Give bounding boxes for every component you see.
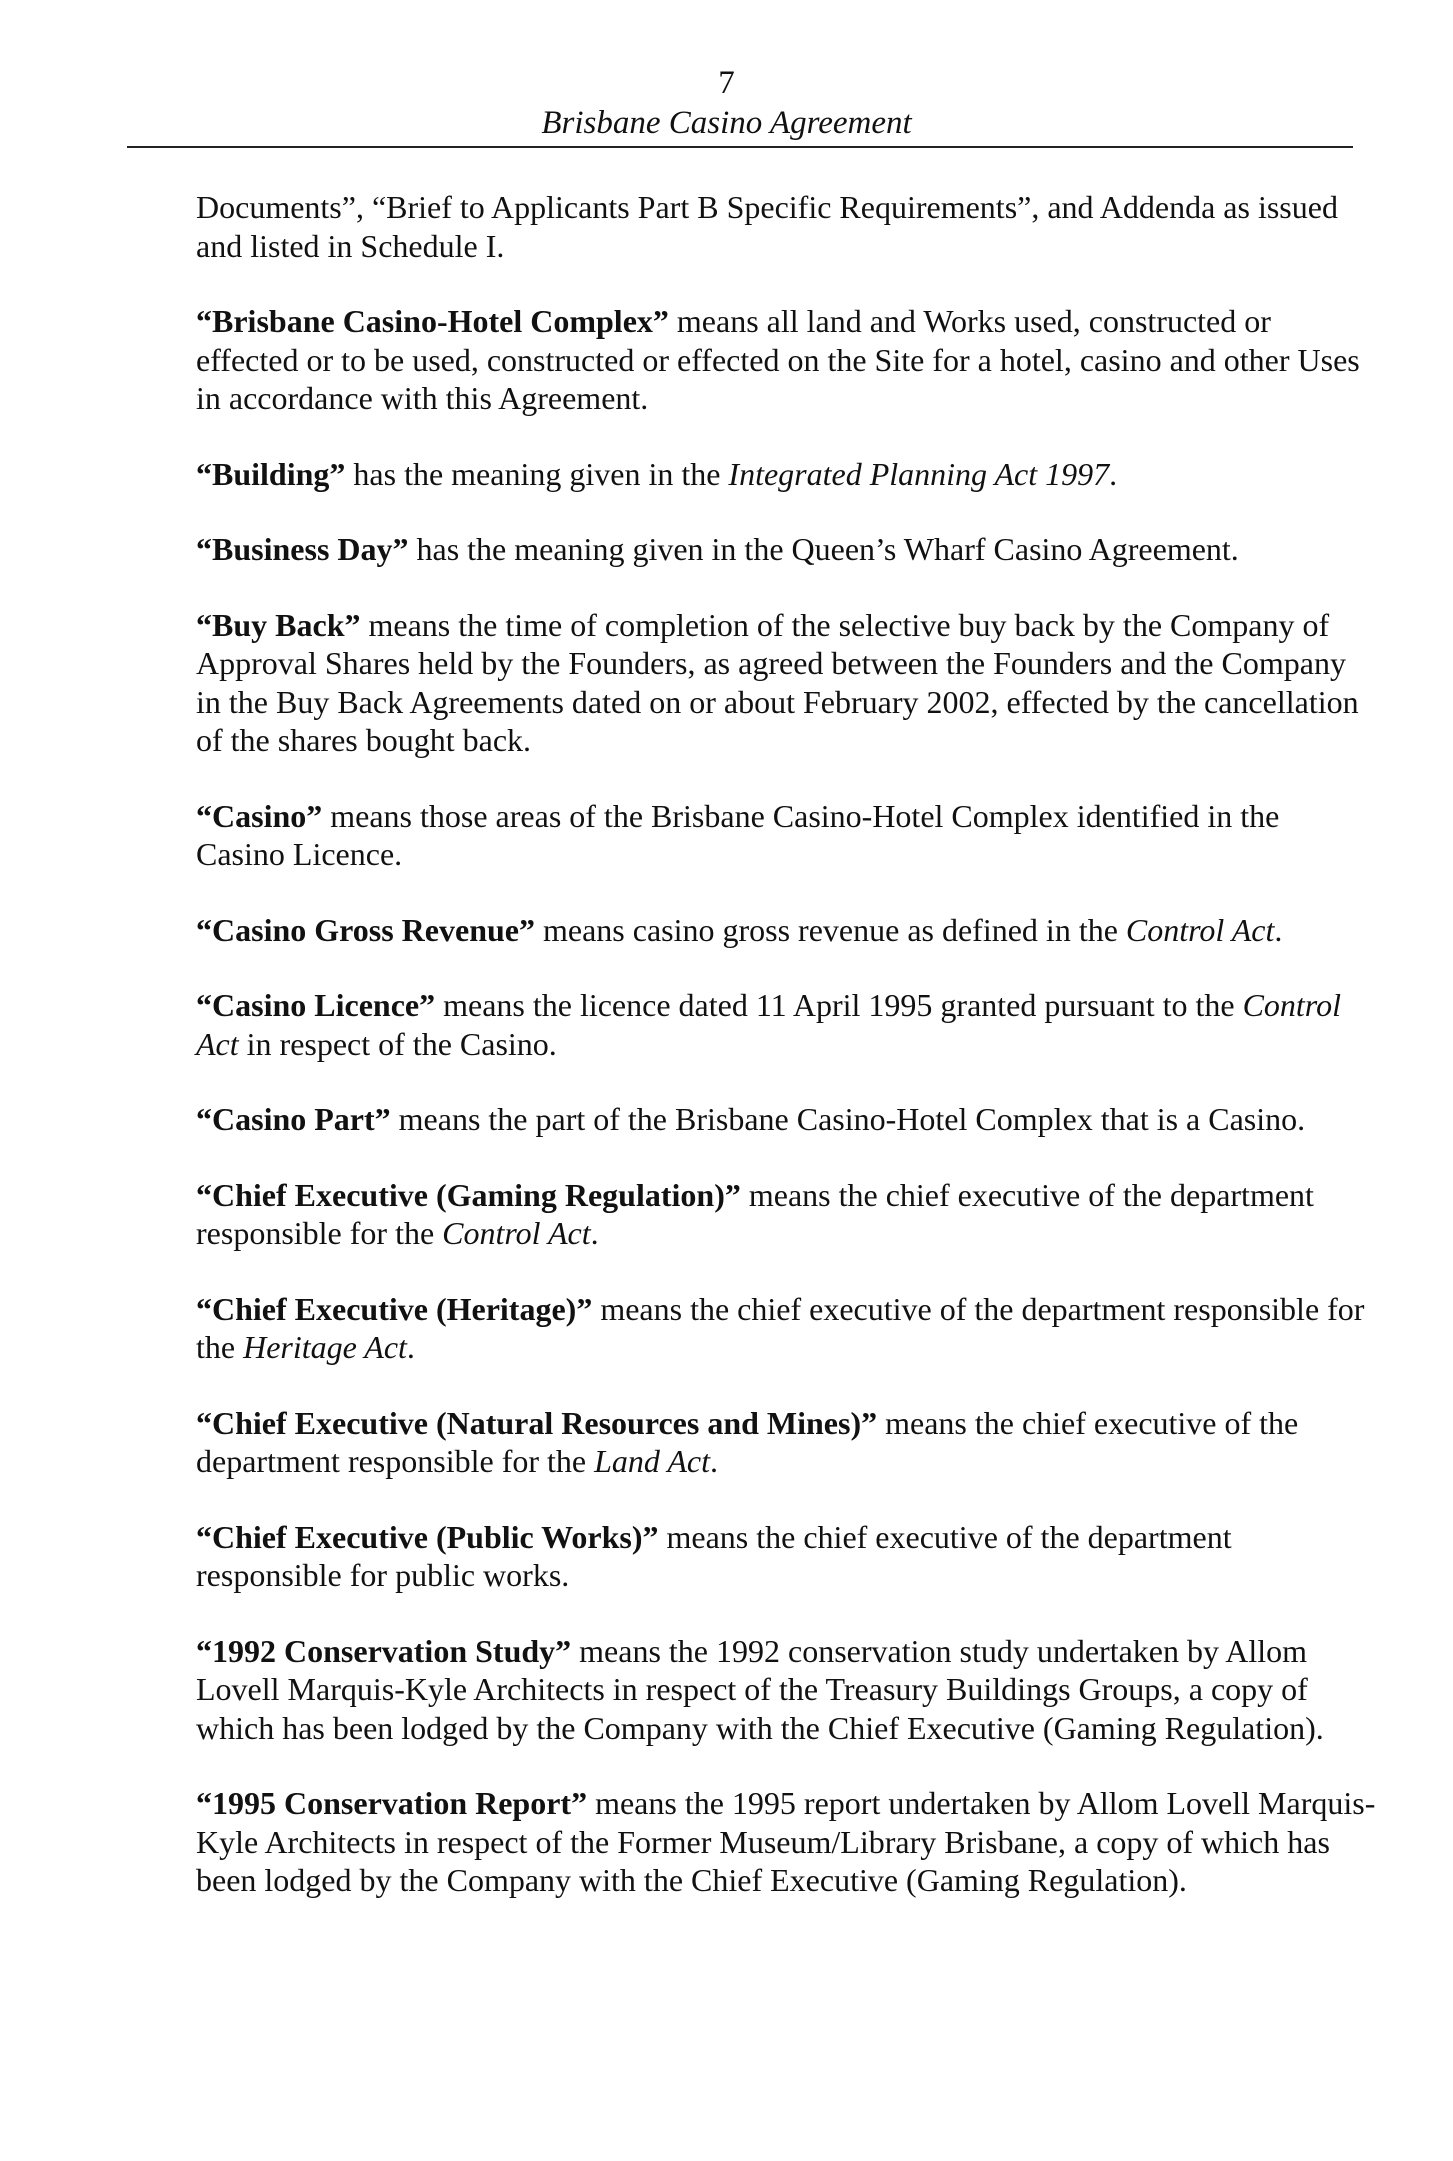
act-name: Heritage Act [243, 1329, 407, 1365]
page-number: 7 [718, 65, 735, 101]
definition-text: means the chief executive of the department responsible for public works. [196, 1518, 1232, 1593]
definition-paragraph [196, 797, 1376, 874]
definition-text: means the time of completion of the selective buy back by the Company of Approval Shares held by the Founders, as agreed between the Founders and the Company in the Buy Back Agreements dated on or about February 2002, effected by the cancellation of the shares bought back. [196, 606, 1359, 758]
definition-text: means the chief executive of the department responsible for the [196, 1290, 1365, 1365]
act-name: Control Act [442, 1215, 591, 1251]
definition-paragraph [196, 455, 1376, 494]
definition-paragraph [196, 1632, 1376, 1748]
act-name: Land Act [594, 1443, 710, 1479]
definition-tail: . [1274, 911, 1283, 948]
definition-text: has the meaning given in the Queen’s Wharf Casino Agreement. [408, 531, 1239, 567]
act-name: Control Act [1125, 911, 1275, 948]
definition-tail: . [406, 1329, 415, 1365]
defined-term: “Chief Executive (Natural Resources and Mines)” [196, 1404, 878, 1441]
defined-term: “Chief Executive (Heritage)” [196, 1290, 593, 1327]
defined-term: “Business Day” [196, 531, 409, 567]
defined-term: “Buy Back” [196, 606, 361, 643]
definition-paragraph [196, 1100, 1376, 1139]
definition-paragraph [196, 986, 1376, 1063]
definition-text: has the meaning given in the [345, 455, 729, 492]
definition-paragraph [196, 1518, 1376, 1595]
document-body [196, 188, 1376, 1937]
definition-text: means those areas of the Brisbane Casino-Hotel Complex identified in the Casino Licence. [196, 797, 1280, 872]
definition-paragraph [196, 606, 1376, 760]
defined-term: “Casino Gross Revenue” [196, 911, 535, 948]
definition-paragraph [196, 1784, 1376, 1900]
definition-paragraph [196, 530, 1376, 569]
defined-term: “Casino Licence” [196, 987, 436, 1023]
definition-text: means the chief executive of the department responsible for the [196, 1176, 1314, 1251]
definition-paragraph [196, 302, 1376, 418]
defined-term: “Brisbane Casino-Hotel Complex” [196, 303, 669, 339]
defined-term: “1995 Conservation Report” [196, 1785, 588, 1821]
act-name: Integrated Planning Act 1997 [728, 455, 1110, 492]
defined-term: “Chief Executive (Public Works)” [196, 1518, 659, 1555]
definition-text: means the chief executive of the department responsible for the [196, 1404, 1299, 1479]
definition-text: means the 1995 report undertaken by Allom Lovell Marquis-Kyle Architects in respect of the Former Museum/Library Brisbane, a copy of which has been lodged by the Company with the Chief Executive (Gaming Regulation). [196, 1785, 1376, 1898]
defined-term: “Casino Part” [196, 1101, 391, 1137]
act-name: Control Act [196, 987, 1341, 1062]
defined-term: “1992 Conservation Study” [196, 1632, 572, 1669]
defined-term: “Casino” [196, 797, 323, 834]
definition-text: means casino gross revenue as defined in the [534, 911, 1126, 948]
definition-tail: . [1109, 455, 1118, 492]
definition-text: means the part of the Brisbane Casino-Hotel Complex that is a Casino. [390, 1101, 1306, 1137]
defined-term: “Chief Executive (Gaming Regulation)” [196, 1176, 741, 1213]
definition-text: means the 1992 conservation study undertaken by Allom Lovell Marquis-Kyle Architects in respect of the Treasury Buildings Groups, a copy of which has been lodged by the Company with the Chief Executive (Gaming Regulation). [196, 1632, 1324, 1746]
definition-paragraph [196, 188, 1376, 265]
header-rule [127, 146, 1353, 148]
definition-text: means the licence dated 11 April 1995 granted pursuant to the [435, 987, 1243, 1023]
definition-paragraph [196, 1176, 1376, 1253]
definition-text: Documents”, “Brief to Applicants Part B Specific Requirements”, and Addenda as issued and listed in Schedule I. [196, 189, 1338, 264]
running-title: Brisbane Casino Agreement [541, 105, 912, 141]
definition-paragraph [196, 1404, 1376, 1481]
definition-tail: in respect of the Casino. [238, 1025, 557, 1062]
definition-paragraph [196, 1290, 1376, 1367]
definition-text: means all land and Works used, constructed or effected or to be used, constructed or effected on the Site for a hotel, casino and other Uses in accordance with this Agreement. [196, 303, 1360, 416]
definition-paragraph [196, 911, 1376, 950]
definition-tail: . [590, 1215, 599, 1251]
definition-tail: . [709, 1443, 718, 1479]
defined-term: “Building” [196, 455, 346, 492]
